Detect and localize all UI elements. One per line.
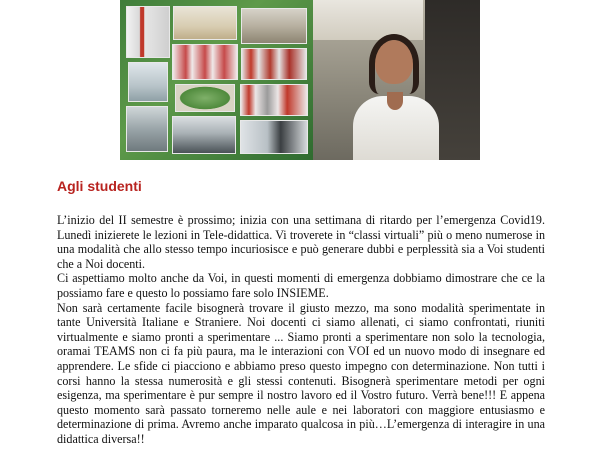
- header-banner: [120, 0, 480, 160]
- professor-portrait-photo: [313, 0, 480, 160]
- paragraph: Non sarà certamente facile bisognerà trovare il giusto mezzo, ma sono modalità sperimentate in tante Università Italiane e Straniere. Noi docenti ci siamo allenati, ci siamo confrontati, riuniti virtualmente e siamo pronti a sperimentare ... Siamo pronti a sperimentare non solo la tecnologia, oramai TEAMS non ci fa più paura, ma le interazioni con VOI ed un nuovo modo di insegnare ed apprendere. Le sfide ci piacciono e abbiamo preso questo impegno con determinazione. Non tutti i corsi hanno la stessa numerosità e gli stessi contenuti. Bisognerà sperimentare metodi per ogni esigenza, ma sperimentare è pur sempre il nostro lavoro ed il Vostro futuro. Verrà bene!!! E appena questo momento sarà passato torneremo nelle aule e nei laboratori con maggiore entusiasmo e determinazione di prima. Avremo anche imparato qualcosa in più…L’emergenza di interagire in una didattica diversa!!: [57, 300, 545, 446]
- campus-photo-collage: [120, 0, 313, 160]
- paragraph: L’inizio del II semestre è prossimo; inizia con una settimana di ritardo per l’emergenza Covid19. Lunedì inizierete le lezioni in Tele-didattica. Vi troverete in “classi virtuali” più o meno numerose in una modalità che allo stesso tempo incuriosisce e può generare dubbi e perplessità sia a Voi studenti che a Noi docenti.: [57, 213, 545, 271]
- letter-body: [57, 213, 545, 447]
- paragraph: Ci aspettiamo molto anche da Voi, in questi momenti di emergenza dobbiamo dimostrare che ce la possiamo fare e questo lo possiamo fare solo INSIEME.: [57, 271, 545, 300]
- section-heading: Agli studenti: [57, 178, 142, 194]
